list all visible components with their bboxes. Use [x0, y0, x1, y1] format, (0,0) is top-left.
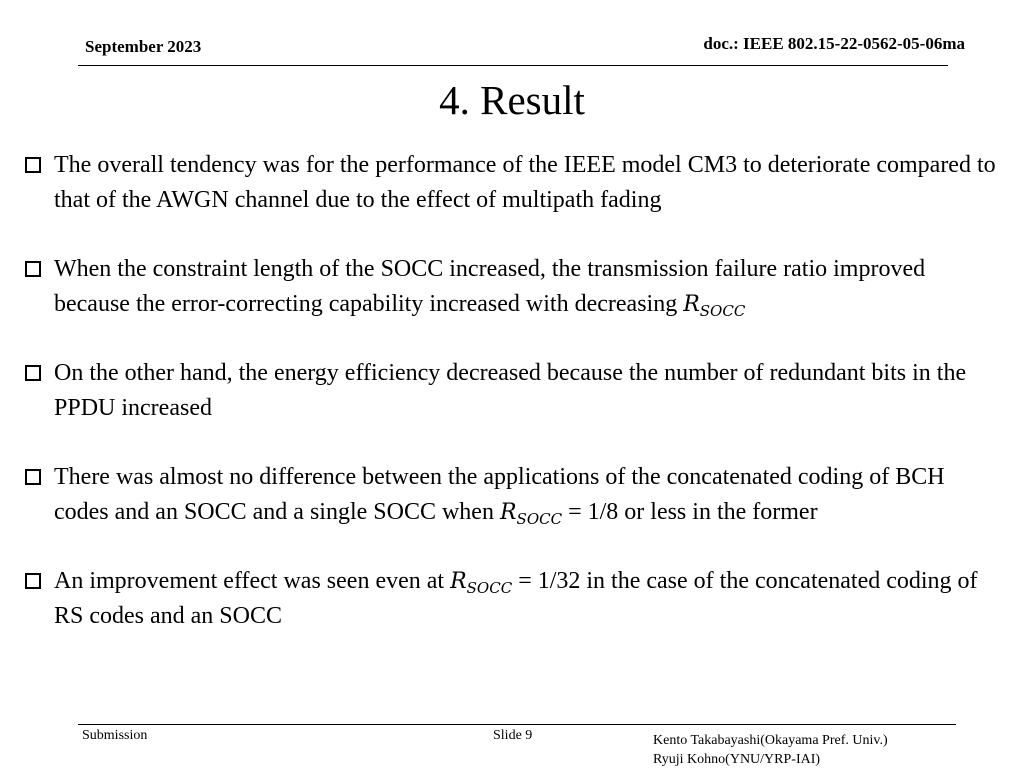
bullet-text: When the constraint length of the SOCC increased, the transmission failure ratio improved because the error-correcting capability increased with decreasing — [54, 256, 926, 317]
symbol-base: R — [683, 292, 700, 317]
bullet-text: There was almost no difference between the applications of the concatenated coding of BCH codes and an SOCC and a single SOCC when — [54, 464, 945, 525]
r-socc-symbol — [499, 500, 563, 528]
bullet-list — [22, 148, 997, 668]
bullet-text-continued: = 1/8 or less in the former — [562, 499, 818, 525]
bullet-item — [22, 564, 997, 634]
square-bullet-icon — [25, 365, 41, 381]
footer-divider — [78, 724, 956, 725]
r-socc-symbol — [683, 292, 746, 320]
header-date: September 2023 — [85, 37, 202, 56]
footer-author-2: Ryuji Kohno(YNU/YRP-IAI) — [653, 752, 821, 767]
square-bullet-icon — [25, 157, 41, 173]
footer-submission: Submission — [82, 728, 148, 743]
bullet-item — [22, 356, 997, 426]
square-bullet-icon — [25, 261, 41, 277]
bullet-text-continued: = 1/32 in the case of the concatenated coding of RS codes and an SOCC — [54, 568, 978, 629]
square-bullet-icon — [25, 469, 41, 485]
bullet-text: On the other hand, the energy efficiency decreased because the number of redundant bits in the PPDU increased — [54, 360, 967, 421]
bullet-text: An improvement effect was seen even at — [54, 568, 451, 594]
symbol-base: R — [499, 500, 517, 525]
header-doc-id: doc.: IEEE 802.15-22-0562-05-06ma — [703, 34, 965, 53]
bullet-item — [22, 460, 997, 530]
footer-authors — [653, 731, 888, 769]
footer-author-1: Kento Takabayashi(Okayama Pref. Univ.) — [653, 733, 888, 748]
symbol-subscript: SOCC — [466, 579, 513, 597]
symbol-subscript: SOCC — [699, 302, 746, 320]
r-socc-symbol — [450, 569, 513, 597]
footer-slide-number: Slide 9 — [493, 728, 533, 743]
bullet-item — [22, 252, 997, 322]
slide-title: 4. Result — [439, 77, 585, 123]
symbol-subscript: SOCC — [516, 510, 563, 528]
bullet-text: The overall tendency was for the performance of the IEEE model CM3 to deteriorate compared to that of the AWGN channel due to the effect of multipath fading — [54, 152, 996, 213]
header-divider — [78, 65, 948, 66]
bullet-item — [22, 148, 997, 218]
square-bullet-icon — [25, 573, 41, 589]
symbol-base: R — [450, 569, 467, 594]
